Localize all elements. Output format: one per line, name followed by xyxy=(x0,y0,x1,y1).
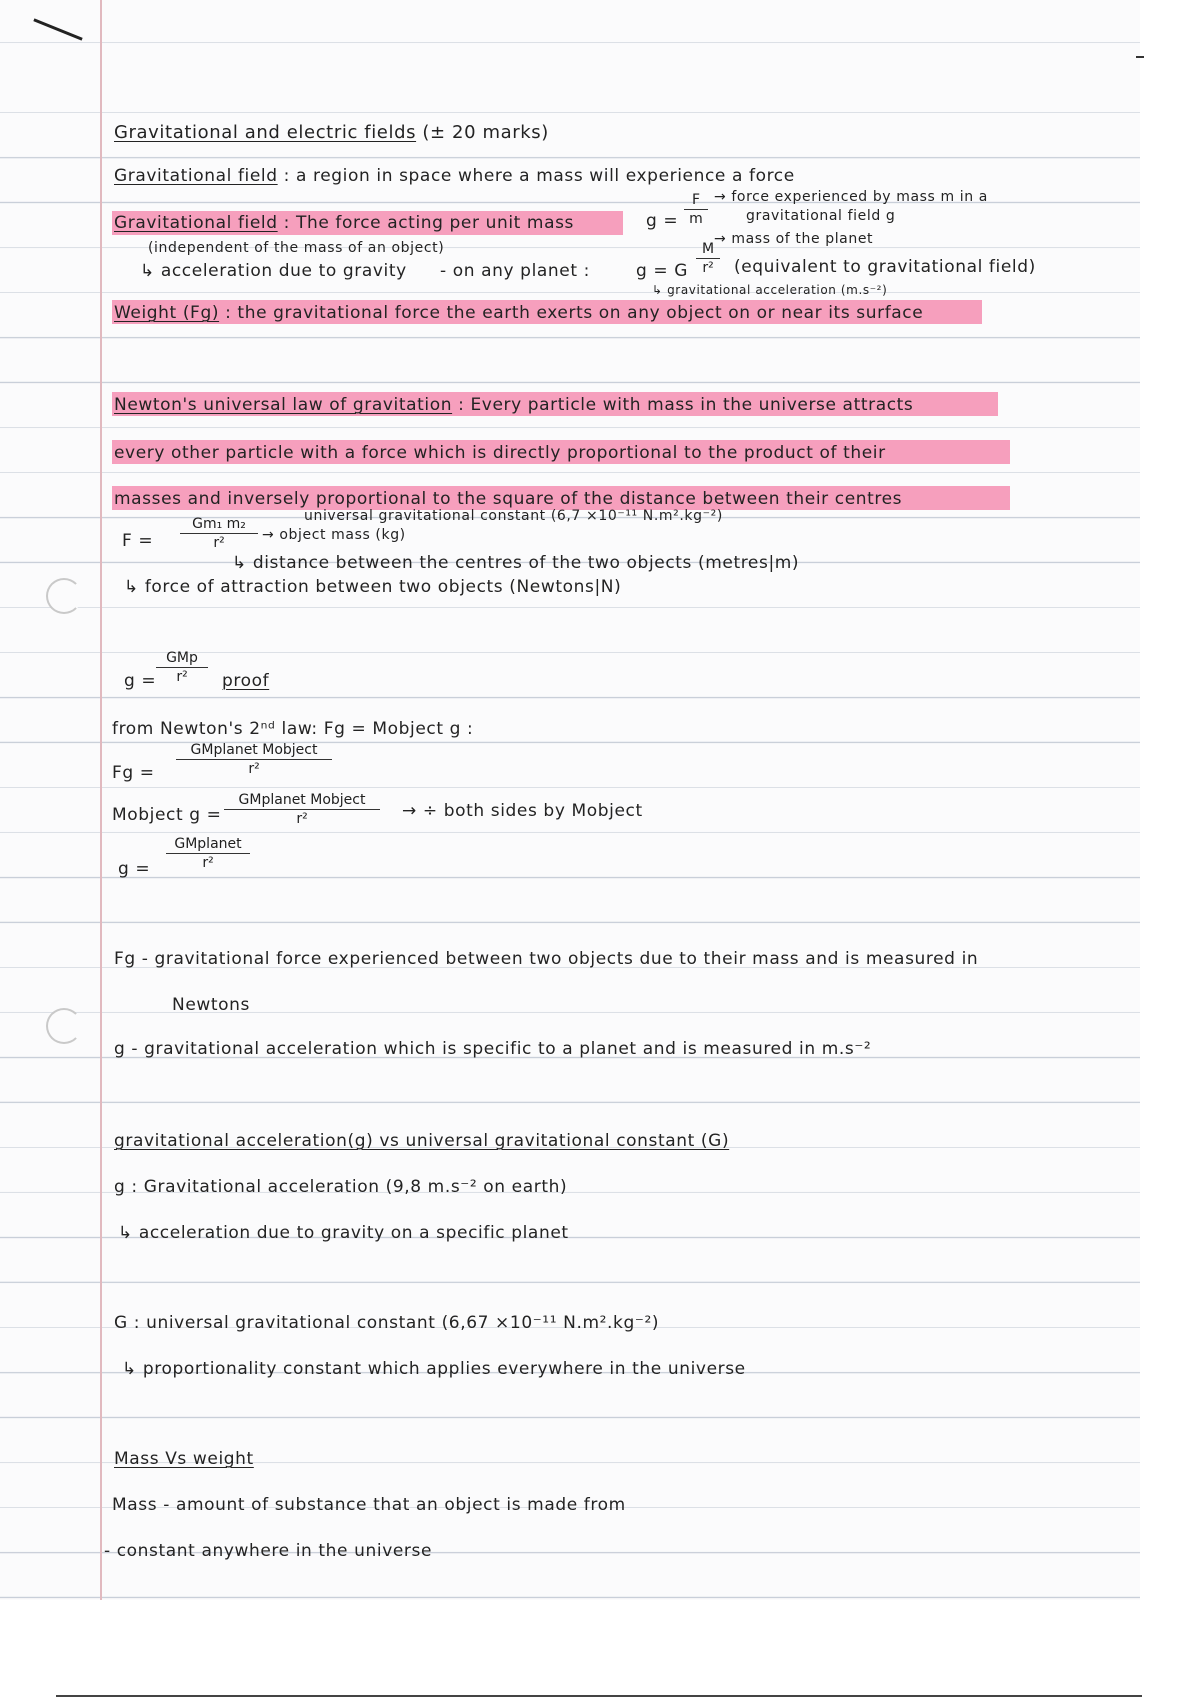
weight-def: : the gravitational force the earth exerts on any object on or near its surface xyxy=(225,303,924,323)
g-equals-label: g = xyxy=(646,211,679,231)
weight-term: Weight (Fg) xyxy=(114,303,220,323)
gravitational-acceleration-note: ↳ gravitational acceleration (m.s⁻²) xyxy=(652,283,888,297)
margin-line xyxy=(100,0,102,1600)
title-text: Gravitational and electric fields xyxy=(114,122,417,143)
weight-line xyxy=(114,304,923,324)
force-numerator: Gm₁ m₂ xyxy=(180,516,258,534)
mobject-g-label: Mobject g = xyxy=(112,805,222,825)
newton-law-line-1 xyxy=(114,396,913,416)
notes-title xyxy=(114,123,549,144)
proof-g-equals: g = xyxy=(124,671,157,691)
binder-hole-bottom xyxy=(46,1008,82,1044)
title-marks: (± 20 marks) xyxy=(422,122,549,143)
gravitational-field-term: Gravitational field xyxy=(114,166,278,186)
fg-denominator: r² xyxy=(248,761,260,777)
binder-hole-top xyxy=(46,578,82,614)
force-attraction-note: ↳ force of attraction between two objects (Newtons|N) xyxy=(124,577,622,597)
g-final-fraction xyxy=(166,836,250,871)
proof-fraction xyxy=(156,650,208,685)
g-fraction xyxy=(684,192,708,227)
g-final-equals: g = xyxy=(118,859,151,879)
universal-constant-note: universal gravitational constant (6,7 ×10⁻¹¹ N.m².kg⁻²) xyxy=(304,508,723,524)
mass-definition: Mass - amount of substance that an object is made from xyxy=(112,1495,626,1515)
proof-label: proof xyxy=(222,671,270,691)
edge-mark xyxy=(1136,56,1144,58)
force-experienced-note-2: gravitational field g xyxy=(746,208,896,224)
fg-description-2: Newtons xyxy=(172,995,250,1015)
gravitational-field-line xyxy=(114,167,795,187)
gravitational-field-def: : a region in space where a mass will experience a force xyxy=(283,166,795,186)
force-denominator: r² xyxy=(213,535,225,551)
g-vs-G-heading: gravitational acceleration(g) vs universal gravitational constant (G) xyxy=(114,1131,730,1151)
force-fraction xyxy=(180,516,258,551)
on-any-planet: - on any planet : xyxy=(440,261,590,281)
force-experienced-note: → force experienced by mass m in a xyxy=(714,189,988,205)
fg-description: Fg - gravitational force experienced between two objects due to their mass and is measured in xyxy=(114,949,979,969)
divide-both-sides-note: → ÷ both sides by Mobject xyxy=(402,801,643,821)
mass-constant: - constant anywhere in the universe xyxy=(104,1541,433,1561)
mobject-denominator: r² xyxy=(296,811,308,827)
equivalent-note: (equivalent to gravitational field) xyxy=(734,257,1036,277)
mobject-fraction xyxy=(224,792,380,827)
gravitational-acceleration-line: g : Gravitational acceleration (9,8 m.s⁻² on earth) xyxy=(114,1177,568,1197)
g-numerator: F xyxy=(684,192,708,210)
acceleration-due-gravity: ↳ acceleration due to gravity xyxy=(140,261,407,281)
g-planet-denominator: r² xyxy=(702,260,714,276)
mass-planet-note: → mass of the planet xyxy=(714,231,874,247)
newton-second-law-line: from Newton's 2ⁿᵈ law: Fg = Mobject g : xyxy=(112,719,474,739)
g-final-denominator: r² xyxy=(202,855,214,871)
proof-numerator: GMp xyxy=(156,650,208,668)
g-denominator: m xyxy=(689,211,703,227)
g-description: g - gravitational acceleration which is specific to a planet and is measured in m.s⁻² xyxy=(114,1039,872,1059)
newton-law-line-3: masses and inversely proportional to the square of the distance between their centres xyxy=(114,489,903,509)
object-mass-note: → object mass (kg) xyxy=(262,527,406,543)
gravitational-field-def-2: : The force acting per unit mass xyxy=(283,213,575,233)
fg-fraction xyxy=(176,742,332,777)
universal-constant-sub: ↳ proportionality constant which applies everywhere in the universe xyxy=(122,1359,746,1379)
gravitational-acceleration-sub: ↳ acceleration due to gravity on a specific planet xyxy=(118,1223,569,1243)
gravitational-field-force-line xyxy=(114,214,574,234)
fg-numerator: GMplanet Mobject xyxy=(176,742,332,760)
bottom-rule xyxy=(56,1695,1142,1697)
g-planet-fraction xyxy=(696,241,720,276)
g-equals-G-label: g = G xyxy=(636,261,689,281)
mobject-numerator: GMplanet Mobject xyxy=(224,792,380,810)
newton-law-line-2: every other particle with a force which is directly proportional to the product of their xyxy=(114,443,886,463)
g-final-numerator: GMplanet xyxy=(166,836,250,854)
distance-note: ↳ distance between the centres of the two objects (metres|m) xyxy=(232,553,800,573)
newton-law-term: Newton's universal law of gravitation xyxy=(114,395,453,415)
fg-equals-label: Fg = xyxy=(112,763,155,783)
gravitational-field-term-2: Gravitational field xyxy=(114,213,278,233)
proof-denominator: r² xyxy=(176,669,188,685)
universal-constant-line: G : universal gravitational constant (6,67 ×10⁻¹¹ N.m².kg⁻²) xyxy=(114,1313,660,1333)
g-planet-numerator: M xyxy=(696,241,720,259)
independent-note: (independent of the mass of an object) xyxy=(148,240,445,256)
force-equals-label: F = xyxy=(122,531,154,551)
mass-vs-weight-heading: Mass Vs weight xyxy=(114,1449,254,1469)
newton-law-def-1: : Every particle with mass in the universe attracts xyxy=(458,395,914,415)
